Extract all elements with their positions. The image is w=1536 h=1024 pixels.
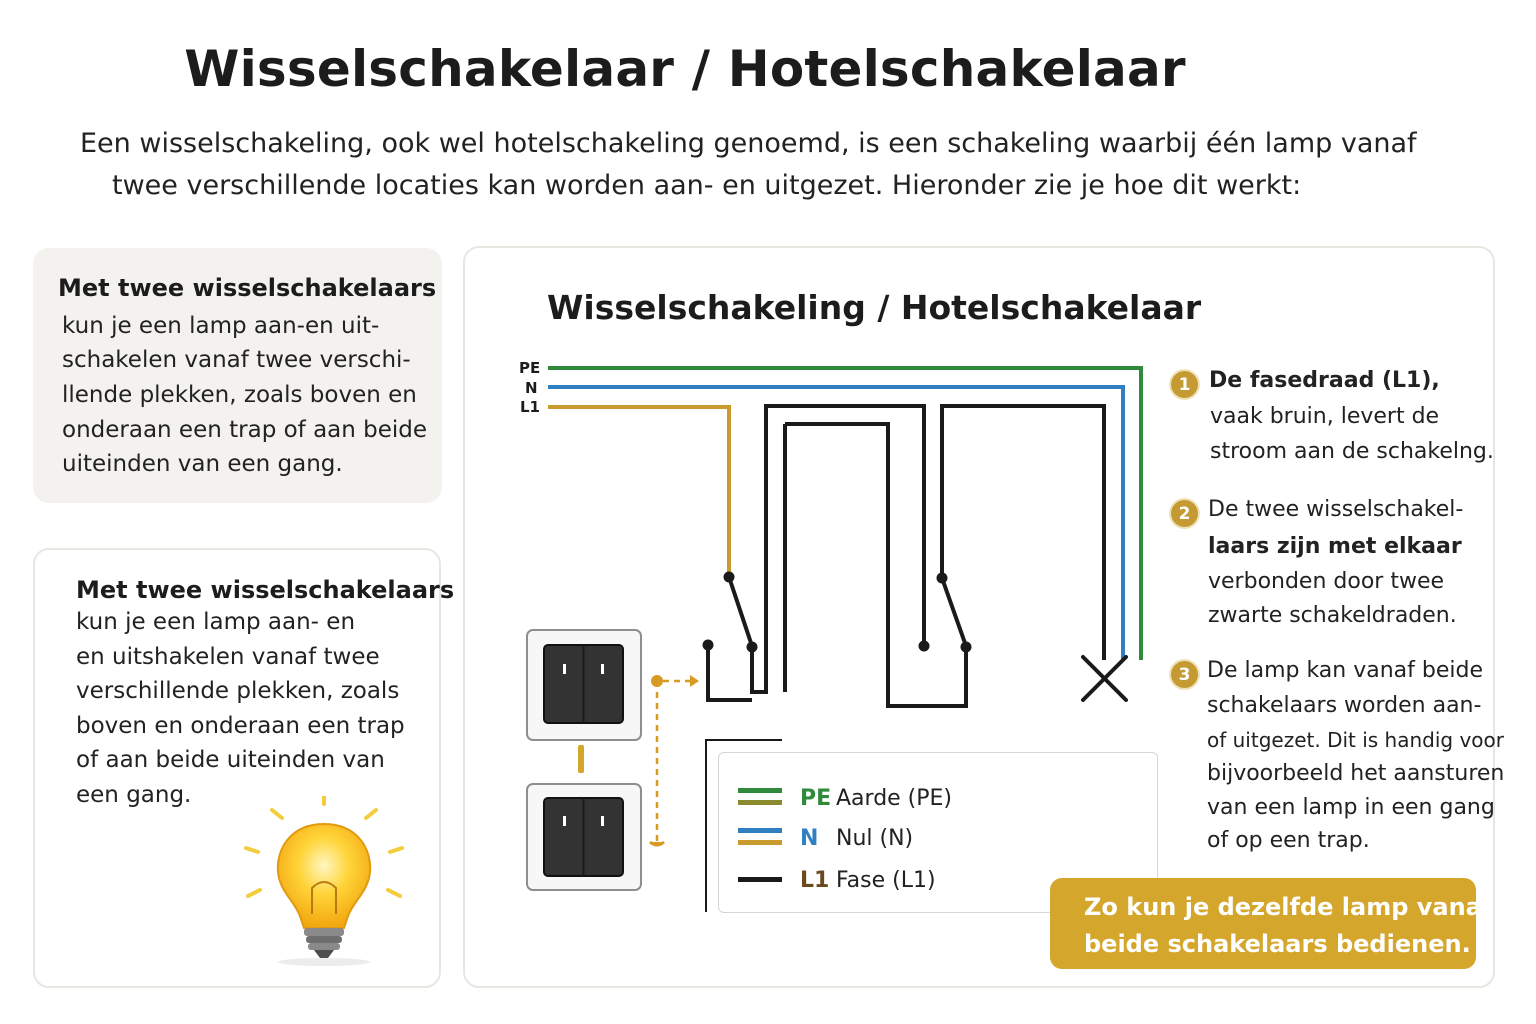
- step-2-line: verbonden door twee: [1208, 569, 1445, 594]
- legend-row-l1: [738, 865, 936, 895]
- info-card-2-line: verschillende plekken, zoals: [76, 678, 400, 704]
- info-card-2-line: of aan beide uiteinden van: [76, 747, 385, 773]
- page-title: Wisselschakelaar / Hotelschakelaar: [184, 40, 1186, 98]
- info-card-2-heading: Met twee wisselschakelaars: [76, 576, 455, 604]
- pe-wire: [548, 368, 1141, 660]
- step-2-line: zwarte schakeldraden.: [1208, 603, 1457, 628]
- legend-abbr: L1: [800, 867, 830, 893]
- dashed-connector: [657, 681, 690, 842]
- switch-link: [578, 745, 584, 773]
- info-card-1-heading: Met twee wisselschakelaars: [58, 274, 437, 302]
- traveller-wire: [785, 424, 966, 706]
- info-card-1-line: uiteinden van een gang.: [62, 451, 343, 477]
- step-3-line: of uitgezet. Dit is handig voor: [1207, 728, 1505, 752]
- info-card-2-line: een gang.: [76, 782, 192, 808]
- switch-1-contact: [703, 572, 758, 653]
- step-2-line: laars zijn met elkaar: [1208, 534, 1462, 559]
- step-1-line: vaak bruin, levert de: [1210, 404, 1440, 429]
- legend-desc: Fase (L1): [836, 867, 936, 893]
- callout-line-2: beide schakelaars bedienen.: [1084, 930, 1471, 958]
- step-3-line: of op een trap.: [1207, 828, 1370, 853]
- wire-label-n: N: [525, 379, 538, 397]
- wall-switch-2: [527, 784, 641, 890]
- wire-label-l1: L1: [520, 398, 540, 416]
- diagram-title: Wisselschakeling / Hotelschakelaar: [547, 288, 1202, 327]
- info-card-1-line: onderaan een trap of aan beide: [62, 417, 428, 443]
- legend-abbr: PE: [800, 785, 832, 811]
- info-card-2-line: kun je een lamp aan- en: [76, 609, 356, 635]
- info-card-1-line: schakelen vanaf twee verschi-: [62, 347, 411, 373]
- legend-swatch-pe: [738, 786, 782, 810]
- step-number-3: 3: [1171, 661, 1198, 688]
- wire-label-pe: PE: [519, 359, 541, 377]
- traveller-wire: [752, 406, 924, 692]
- switch-feed-wire: [708, 644, 752, 700]
- step-1-line: De fasedraad (L1),: [1209, 368, 1440, 393]
- step-3-line: schakelaars worden aan-: [1207, 693, 1482, 718]
- wall-switch-1: [527, 630, 641, 740]
- step-3-line: bijvoorbeeld het aansturen: [1207, 761, 1505, 786]
- l1-wire: [548, 407, 729, 577]
- step-number-2: 2: [1171, 500, 1198, 527]
- step-3-line: van een lamp in een gang: [1207, 795, 1495, 820]
- intro-line-2: twee verschillende locaties kan worden aan- en uitgezet. Hieronder zie je hoe dit werkt:: [112, 170, 1302, 201]
- switch-2-contact: [919, 573, 972, 653]
- step-3-line: De lamp kan vanaf beide: [1207, 658, 1483, 683]
- connector-end: [650, 842, 664, 845]
- legend-swatch-n: [738, 826, 782, 850]
- info-card-1-line: llende plekken, zoals boven en: [62, 382, 417, 408]
- step-number-1: 1: [1171, 371, 1198, 398]
- legend-abbr: N: [800, 825, 819, 851]
- info-card-1-line: kun je een lamp aan-en uit-: [62, 313, 380, 339]
- legend-row-n: [738, 823, 913, 853]
- return-wire: [942, 406, 1104, 660]
- summary-callout: [1050, 878, 1493, 969]
- connector-arrow: [690, 675, 699, 687]
- info-card-2-line: boven en onderaan een trap: [76, 713, 405, 739]
- connector-dot: [651, 675, 663, 687]
- legend-desc: Nul (N): [836, 825, 914, 851]
- legend-row-pe: [738, 783, 952, 813]
- lamp-symbol: [1083, 657, 1126, 700]
- legend-desc: Aarde (PE): [836, 785, 953, 811]
- n-wire: [548, 387, 1123, 660]
- callout-line-1: Zo kun je dezelfde lamp vanaf: [1084, 893, 1493, 921]
- intro-line-1: Een wisselschakeling, ook wel hotelschakeling genoemd, is een schakeling waarbij één lamp vanaf: [80, 128, 1417, 159]
- step-1-line: stroom aan de schakelng.: [1210, 439, 1494, 464]
- info-card-2-line: en uitshakelen vanaf twee: [76, 644, 380, 670]
- step-2-line: De twee wisselschakel-: [1208, 497, 1464, 522]
- legend-swatch-l1: [738, 868, 782, 892]
